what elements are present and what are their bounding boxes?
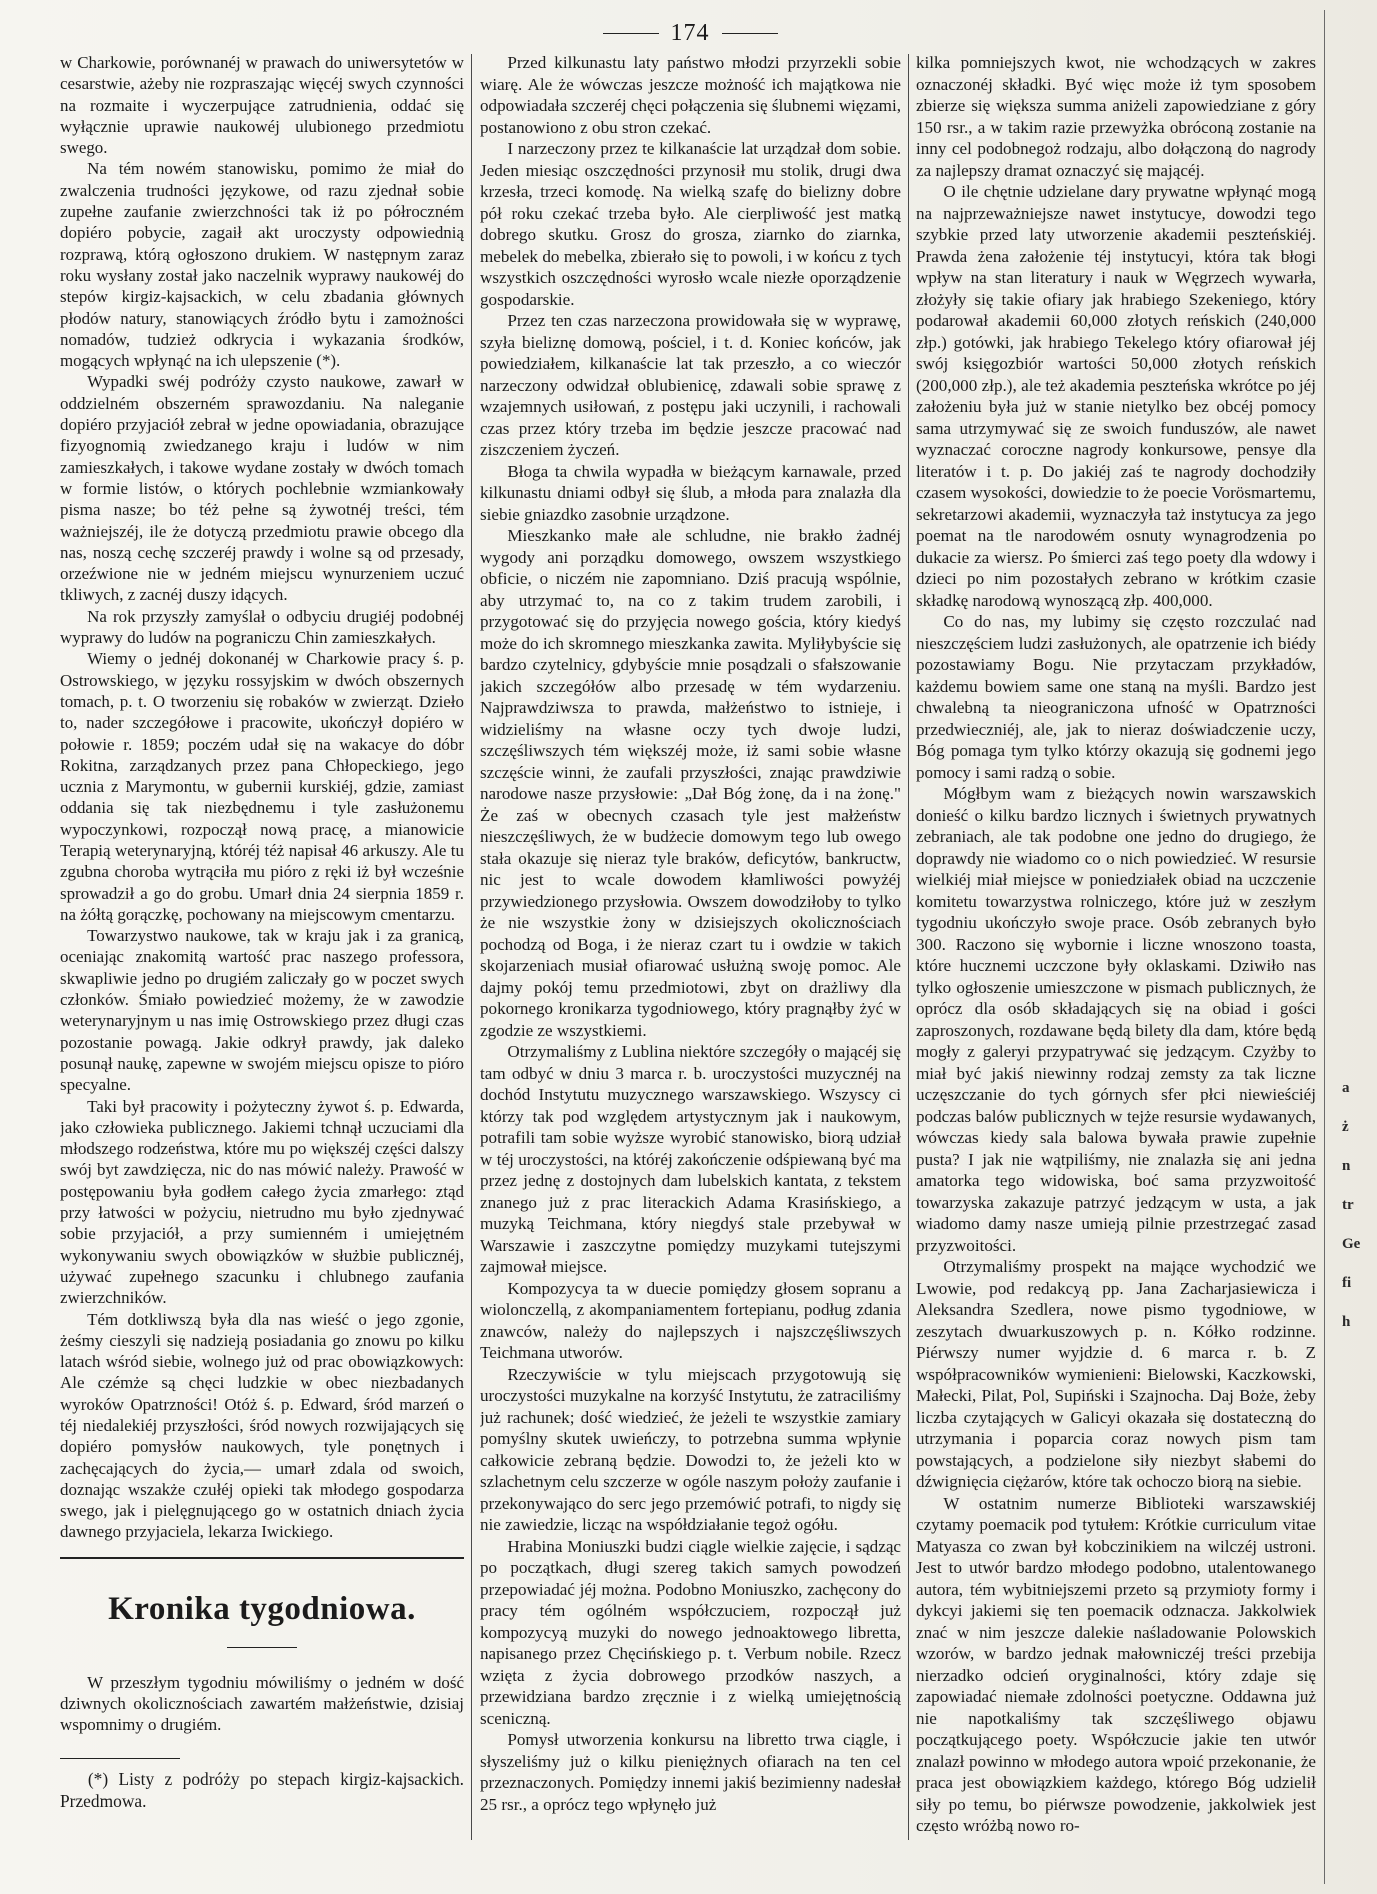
column-1: [60, 52, 464, 1842]
paragraph: Na tém nowém stanowisku, pomimo że miał do zwalczenia trudności językowe, od razu zjednał sobie zupełne zaufanie zwierzchności tak iż po półroczném dopiéro pobycie, zagaił akt uroczysty odpowiednią rozprawą, którą ogłoszono drukiem. W następnym zaraz roku wysłany został jako naczelnik wyprawy naukowéj do stepów kirgiz-kajsackich, w celu zbadania głównych płodów natury, stanowiących źródło bytu i zamożności nomadów, tudzież odkrycia i wykazania środków, mogących wpłynąć na ich ulepszenie (*).: [60, 159, 464, 371]
page-edge-line: [1324, 10, 1325, 1884]
paragraph: Kompozycya ta w duecie pomiędzy głosem sopranu a wiolonczellą, z akompaniamentem fortepianu, podług zdania znawców, należy do najlepszych i najszczęśliwszych Teichmana utworów.: [480, 1278, 901, 1362]
paragraph: Otrzymaliśmy z Lublina niektóre szczegóły o mającéj się tam odbyć w dniu 3 marca r. b. uroczystości muzycznéj na dochód Instytutu muzycznego warszawskiego. Wszyscy ci którzy tak pod względem artystycznym jak i naukowym, potrafili tam sobie wyższe wyrobić stanowisko, biorą udział w téj uroczystości, na któréj zakończenie odśpiewaną być ma przez jednę z dostojnych dam lubelskich kantata, z tekstem znanego już z prac literackich Adama Krasińskiego, a muzyką Teichmana, który niegdyś stale przebywał w Warszawie i zaszczytne pomiędzy muzykami tutejszymi zajmował miejsce.: [480, 1042, 901, 1276]
column-rule-2: [908, 54, 909, 1840]
header-dash-left: [603, 33, 659, 34]
section-divider: [60, 1557, 464, 1559]
paragraph: Otrzymaliśmy prospekt na mające wychodzić we Lwowie, pod redakcyą pp. Jana Zacharjasiewicza i Aleksandra Szedlera, nowe pismo tygodniowe, w zeszytach dwuarkuszowych p. n. Kółko rodzinne. Piérwszy numer wyjdzie d. 6 marca r. b. Z współpracowników wymienieni: Bielowski, Kaczkowski, Małecki, Pilat, Pol, Supiński i Szajnocha. Daj Boże, żeby liczba czytających w Galicyi okazała się dostateczną do utrzymania i poparcia coraz nowych pism tam powstających, a podzielone siły niezbyt słabemi do dźwignięcia ciężarów, które tak ochoczo biorą na siebie.: [916, 1257, 1316, 1491]
footnote-rule: [60, 1758, 180, 1759]
paragraph: I narzeczony przez te kilkanaście lat urządzał dom sobie. Jeden miesiąc oszczędności przynosił mu stolik, drugi dwa krzesła, trzeci komodę. Na wielką szafę do bielizny dobre pół roku czekać trzeba było. Ale cierpliwość jest matką dobrego skutku. Grosz do grosza, ziarnko do ziarnka, mebelek do mebelka, zbierało się to powoli, i w końcu z tych wszystkich oszczędności wyrosło wcale niezłe oporządzenie gospodarskie.: [480, 139, 901, 309]
fragment-text: ż: [1342, 1119, 1349, 1135]
fragment-text: Ge: [1342, 1236, 1361, 1252]
footnote: (*) Listy z podróży po stepach kirgiz-kajsackich. Przedmowa.: [60, 1768, 464, 1811]
paragraph: Hrabina Moniuszki budzi ciągle wielkie zajęcie, i sądząc po początkach, długi szereg takich samych powodzeń przepowiadać jéj można. Podobno Moniuszko, zachęcony do pracy tém ogólném współczuciem, rozpoczął już kompozycyą muzyki do nowego jednoaktowego libretta, napisanego przez Chęcińskiego p. t. Verbum nobile. Rzecz wzięta z życia dobrowego przodków naszych, a przewidziana bardzo zręcznie i z wielką umiejętnością sceniczną.: [480, 1536, 901, 1728]
paragraph: Co do nas, my lubimy się często rozczulać nad nieszczęściem ludzi zasłużonych, ale opatrzenie ich biédy pozostawiamy Bogu. Nie przytaczam przykładów, każdemu bowiem same one staną na myśli. Bardzo jest chwalebną ta nieograniczona ufność w Opatrzności przedwieczniéj, ale, jak to nieraz doświadczenie uczy, Bóg pomaga tym tylko którzy okazują się godnemi jego pomocy i sami radzą o sobie.: [916, 612, 1316, 782]
fragment-text: a: [1342, 1080, 1350, 1096]
section-title: Kronika tygodniowa.: [108, 1590, 416, 1627]
fragment-text: fi: [1342, 1275, 1352, 1291]
column-rule-1: [471, 54, 472, 1840]
paragraph: Wypadki swéj podróży czysto naukowe, zawarł w oddzielném obszerném sprawozdaniu. Na naleganie dopiéro przyjaciół zebrał w jedne opowiadania, obrazujące fizyognomią zwiedzanego kraju i ludów w nim zamieszkałych, i takowe wydane zostały w dwóch tomach w formie listów, o których pochlebnie wzmiankowały pisma nasze; bo téż pełne są żywotnéj treści, tém ważniejszéj, ile że dotyczą przedmiotu prawie obcego dla nas, noszą cechę szczeréj prawdy i wolne są od przesady, orzeźwione nie w jedném miejscu wynurzeniem uczuć tkliwych, z zacnéj duszy idących.: [60, 372, 464, 605]
paragraph: Mógłbym wam z bieżących nowin warszawskich donieść o kilku bardzo licznych i świetnych prywatnych zebraniach, ale tak podobne one jedno do drugiego, że doprawdy nie wiadomo co o nich powiedzieć. W resursie wielkiéj miał miejsce w poniedziałek obiad na uczczenie komitetu towarzystwa rolniczego, które już w zeszłym tygodniu ukończyło swoje prace. Osób zebranych było 300. Raczono się wybornie i liczne wnoszono toasta, które hucznemi uczczone były oklaskami. Dziwiło nas tylko ogłoszenie umieszczone w pismach publicznych, że oprócz dla osób składających się na obiad i gości zaproszonych, rozdawane będą bilety dla dam, które będą mogły z galeryi przypatrywać się jedzącym. Czyżby to miał być jakiś niewinny rodzaj zemsty za tak liczne uczęszczanie do tych górnych sfer płci niewieściéj podczas balów publicznych w tejże resursie wydawanych, wówczas kiedy sala balowa bywała prawie zupełnie pusta? I jak nie wątpiliśmy, nie znalazła się ani jedna amatorka tego widowiska, boć sama przyzwoitość towarzyska zakazuje patrzyć jedzącym w usta, a jak wiadomo damy nasze umieją pilnie przestrzegać zasad przyzwoitości.: [916, 784, 1316, 1255]
header-dash-right: [722, 33, 778, 34]
paragraph: Towarzystwo naukowe, tak w kraju jak i za granicą, oceniając znakomitą wartość prac naszego professora, skwapliwie jedno po drugiém zaliczały go w poczet swych członków. Śmiało powiedzieć możemy, że w zawodzie weterynaryjnym u nas imię Ostrowskiego przez długi czas pozostanie powagą. Jakie odkrył prawdy, jak daleko posunął naukę, zapewne w swojém miejscu opisze to pióro specyalne.: [60, 926, 464, 1095]
paragraph: Tém dotkliwszą była dla nas wieść o jego zgonie, żeśmy cieszyli się nadzieją posiadania go znowu po kilku latach wśród siebie, wolnego już od prac obowiązkowych: Ale czémże są chęci ludzkie w obec niezbadanych wyroków Opatrzności! Otóż ś. p. Edward, śród marzeń o téj niedalekiéj przyszłości, śród nowych rozwijających się dopiéro pomysłów naukowych, tyle ponętnych i zachęcających do życia,— umarł zdala od swoich, doznając wszakże czułéj opieki tak młodego gospodarza swego, jak i pielęgnującego go w ostatnich dniach życia dawnego przyjaciela, lekarza Iwickiego.: [60, 1309, 464, 1542]
column-2: [480, 52, 901, 1842]
paragraph: Taki był pracowity i pożyteczny żywot ś. p. Edwarda, jako człowieka publicznego. Jakiemi tchnął uczuciami dla młodszego rodzeństwa, które mu po większéj części dalszy swój byt zawdzięcza, nic do nas mówić należy. Prawość w postępowaniu była godłem całego życia zmarłego: ztąd przy łatwości w pożyciu, nietrudno mu było zjednywać sobie przyjaciół, a przy sumienném i umiejętném wykonywaniu swych obowiązków w służbie publicznéj, używać zupełnego szacunku i chlubnego zaufania zwierzchników.: [60, 1096, 464, 1308]
paragraph: Rzeczywiście w tylu miejscach przygotowują się uroczystości muzykalne na korzyść Instytutu, że zatraciliśmy już rachunek; dość wiedzieć, że jeżeli te wszystkie zamiary pomyślny skutek uwieńczy, to potrzebna summa wpłynie całkowicie zebraną będzie. Dowodzi to, że jeżeli kto w szlachetnym celu szczerze w ogóle naszym położy zaufanie i przekonywająco do serc jego przemówić potrafi, to nigdy się nie zawiedzie, licząc na współdziałanie tegoż ogółu.: [480, 1364, 901, 1534]
paragraph: O ile chętnie udzielane dary prywatne wpłynąć mogą na najprzeważniejsze nawet instytucye, dowodzi tego szybkie przed laty utworzenie akademii peszteńskiéj. Prawda żena założenie téj instytucyi, która tak błogi wpływ na stan literatury i nauk w Węgrzech wywarła, złożyły się takie ofiary jak hrabiego Szekeniego, który podarował akademii 60,000 złotych reńskich (240,000 złp.) gotówki, jak hrabiego Tekelego który ofiarował jéj swój księgozbiór wartości 50,000 złotych reńskich (200,000 złp.), ale też akademia peszteńska wkrótce po jéj założeniu była już w stanie nietylko bez obcéj pomocy sama utrzymywać się ze swoich funduszów, ale nawet wyznaczać coroczne nagrody konkursowe, pensye dla literatów i t. p. Do jakiéj zaś te nagrody dochodziły czasem wysokości, dowiedzie to że poecie Vorösmartemu, sekretarzowi akademii, wyznaczyła taż instytucya za jego poemat na tle narodowém osnuty wynagrodzenia po dukacie za wiersz. Po śmierci zaś tego poety dla wdowy i dzieci po nim pozostałych zebrano w krótkim czasie składkę narodową wynoszącą złp. 400,000.: [916, 182, 1316, 610]
paragraph: Pomysł utworzenia konkursu na libretto trwa ciągle, i słyszeliśmy już o kilku pieniężnych ofiarach na ten cel przeznaczonych. Pomiędzy innemi jakiś bezimienny nadesłał 25 rsr., a oprócz tego wpłynęło już: [480, 1730, 901, 1814]
adjacent-page-edge: [1324, 0, 1377, 1894]
paragraph: Wiemy o jednéj dokonanéj w Charkowie pracy ś. p. Ostrowskiego, w języku rossyjskim w dwóch obszernych tomach, p. t. O tworzeniu się robaków w zwierząt. Dzieło to, nader szczegółowe i pracowite, ukończył dopiéro w połowie r. 1859; poczém udał się na wakacye do dóbr Rokitna, zarządzanych przez pana Chłopeckiego, jego ucznia z Marymontu, w gubernii kurskiéj, gdzie, zamiast oddania się tak niezbędnemu i tyle zasłużonemu wypoczynkowi, rozpoczął nową pracę, a mianowicie Terapią weterynaryjną, któréj téż napisał 46 arkuszy. Ale tu zgubna choroba wytrąciła mu pióro z ręki iż był wcześnie sprowadził a go do grobu. Umarł dnia 24 sierpnia 1859 r. na żółtą gorączkę, pochowany na miejscowym cmentarzu.: [60, 649, 464, 924]
fragment-text: n: [1342, 1158, 1351, 1174]
page-header: [560, 18, 820, 48]
paragraph: Mieszkanko małe ale schludne, nie brakło żadnéj wygody ani porządku domowego, owszem wszystkiego obficie, o niczém nie zapomniano. Dziś pracują wspólnie, aby utrzymać to, na co z takim trudem zarobili, i przygotować się do przyjęcia nowego gościa, który kiedyś może do ich skromnego mieszkanka zawita. Myliłybyście się bardzo czytelnicy, gdybyście mnie posądzali o sfałszowanie jakich szczegółów albo przesadę w tém wydarzeniu. Najprawdziwsza to prawda, małżeństwo to istnieje, i widzieliśmy na własne oczy tych dwoje ludzi, szczęśliwszych tém większéj może, iż sami sobie własne szczęście winni, że zaufali przyszłości, znając prawdziwie narodowe nasze przysłowie: „Dał Bóg żonę, da i na żonę." Że zaś w obecnych czasach tyle jest małżeństw nieszczęśliwych, że w budżecie domowym tego lub owego stała okazuje się nieraz tyle braków, deficytów, bankructw, nic jest to wcale dowodem kłamliwości powyżéj przywiedzionego przysłowia. Owszem dowodziłoby to tylko że nie wszystkie żony w dzisiejszych okolicznościach pochodzą od Boga, i że nieraz czart tu i owdzie w takich skojarzeniach musiał ofiarować usłużną swoję pomoc. Ale dajmy pokój temu przedmiotowi, zbyt on drażliwy dla pokornego kronikarza tygodniowego, który pragnąłby żyć w zgodzie ze wszystkiemi.: [480, 526, 901, 1040]
paragraph: Na rok przyszły zamyślał o odbyciu drugiéj podobnéj wyprawy do ludów na pograniczu Chin zamieszkałych.: [60, 606, 464, 648]
fragment-text: tr: [1342, 1197, 1354, 1213]
paragraph: kilka pomniejszych kwot, nie wchodzących w zakres oznaczonéj składki. Być więc może iż tym sposobem zbierze się większa summa aniżeli zapowiedziane z góry 150 rsr., a w takim razie przewyżka obróconą zostanie na inny cel podobnegoż rodzaju, albo dołączoną do nagrody za najlepszy dramat oznaczyć się mającéj.: [916, 53, 1316, 180]
fragment-text: h: [1342, 1314, 1351, 1330]
title-underline: [227, 1647, 297, 1648]
column-3: [916, 52, 1316, 1842]
paragraph: W przeszłym tygodniu mówiliśmy o jedném w dość dziwnych okolicznościach zawartém małżeństwie, dzisiaj wspomnimy o drugiém.: [60, 1672, 464, 1735]
page-number: 174: [670, 19, 710, 46]
paragraph: w Charkowie, porównanéj w prawach do uniwersytetów w cesarstwie, ażeby nie rozpraszając więcéj swych czynności na rozmaite i wyczerpujące zatrudnienia, oddać się wyłącznie uprawie naukowéj ulubionego przedmiotu swego.: [60, 53, 464, 158]
paragraph: Błoga ta chwila wypadła w bieżącym karnawale, przed kilkunastu dniami odbył się ślub, a młoda para znalazła dla siebie gniazdko zasobnie urządzone.: [480, 461, 901, 524]
paragraph: Przez ten czas narzeczona prowidowała się w wyprawę, szyła bieliznę domową, pościel, i t. d. Koniec końców, jak powiedziałem, kilkanaście lat tak przeszło, a co wieczór narzeczony odwidzał oblubienicę, zdawali sobie sprawę z wzajemnych usiłowań, z postępu jaki uczynili, i rachowali czas przez który trzeba im będzie jeszcze pracować nad ziszczeniem życzeń.: [480, 311, 901, 459]
adjacent-page-fragments: [1342, 1080, 1366, 1331]
paragraph: Przed kilkunastu laty państwo młodzi przyrzekli sobie wiarę. Ale że wówczas jeszcze możność ich majątkowa nie odpowiadała szczeréj chęci połączenia się ślubnemi więzami, postanowiono z obu stron czekać.: [480, 53, 901, 137]
paragraph: W ostatnim numerze Biblioteki warszawskiéj czytamy poemacik pod tytułem: Krótkie curriculum vitae Matyasza co zwan był kobczinikiem na wilczéj ustroni. Jest to utwór bardzo młodego podobno, utalentowanego autora, tém wybitniejszemi przeto są przymioty formy i dykcyi jakiemi się ten poemacik odznacza. Jakkolwiek znać w nim jeszcze dalekie naśladowanie Polowskich wzorów, w bardzo jednak małowniczéj treści przebija nierzadko odcień oryginalności, który zdaje się zapowiadać niemałe zdolności poetyczne. Oddawna już nie napotkaliśmy tak szczęśliwego objawu początkującego poety. Współczucie jakie ten utwór znalazł powinno w młodego autora wpoić przekonanie, że praca jest obowiązkiem każdego, którego Bóg udzielił siły po temu, bo piérwsze powodzenie, jakkolwiek jest często wróżbą nowo ro-: [916, 1493, 1316, 1835]
